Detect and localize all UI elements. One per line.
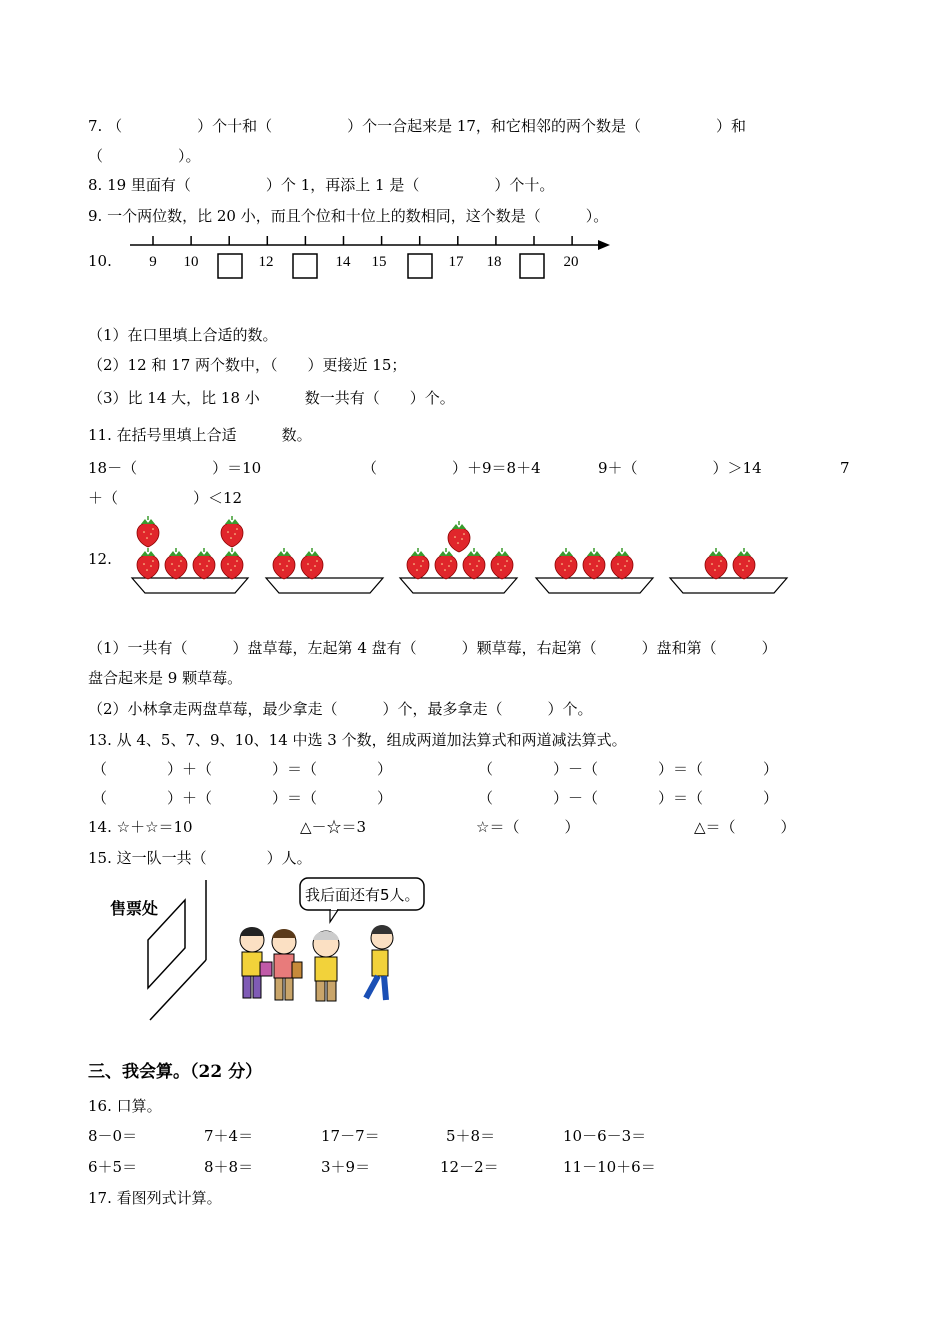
tick-label: 18 [486, 254, 502, 270]
q16-item: 8－0＝ [88, 1127, 138, 1145]
q16-item: 10－6－3＝ [563, 1127, 647, 1145]
tick-label: 20 [563, 254, 579, 270]
speech-text: 我后面还有5人。 [305, 886, 420, 904]
q16-item: 11－10＋6＝ [563, 1158, 656, 1176]
tick-label: 9 [149, 254, 157, 270]
q12-sub1b: 盘合起来是 9 颗草莓。 [88, 669, 243, 687]
tick-label: 10 [183, 254, 199, 270]
q13-add2: （ ）＋（ ）＝（ ） [92, 789, 393, 807]
q12-number: 12. [88, 550, 112, 568]
q11-expr2: （ ）＋9＝8＋4 [362, 459, 541, 477]
tick-label: 12 [258, 254, 274, 270]
q16-item: 6＋5＝ [88, 1158, 138, 1176]
q7-line2: （ ）。 [88, 147, 201, 165]
q14-c: ☆＝（ ） [476, 818, 580, 836]
q14-a: 14. ☆＋☆＝10 [88, 818, 193, 836]
q17-title: 17. 看图列式计算。 [88, 1189, 222, 1207]
q16-item: 12－2＝ [440, 1158, 499, 1176]
q11-expr4-end: ＋（ ）＜12 [88, 489, 243, 507]
q10-number: 10. [88, 252, 112, 270]
q12-sub1a: （1）一共有（ ）盘草莓，左起第 4 盘有（ ）颗草莓，右起第（ ）盘和第（ ） [88, 639, 777, 657]
q15-title: 15. 这一队一共（ ）人。 [88, 849, 312, 867]
q7-line1: 7. （ ）个十和（ ）个一合起来是 17，和它相邻的两个数是（ ）和 [88, 117, 746, 135]
child-figure [240, 927, 272, 998]
q13-sub1: （ ）－（ ）＝（ ） [478, 760, 779, 778]
child-figure [366, 925, 393, 1000]
q11-title: 11. 在括号里填上合适 数。 [88, 426, 312, 444]
q16-item: 3＋9＝ [321, 1158, 371, 1176]
q8-text: 8. 19 里面有（ ）个 1，再添上 1 是（ ）个十。 [88, 176, 555, 194]
tick-label: 14 [335, 254, 351, 270]
q9-text: 9. 一个两位数，比 20 小，而且个位和十位上的数相同，这个数是（ ）。 [88, 207, 609, 225]
q16-item: 5＋8＝ [446, 1127, 496, 1145]
q11-expr4-start: 7 [840, 459, 850, 477]
child-figure [313, 931, 339, 1001]
q10-sub2: （2）12 和 17 两个数中，（ ）更接近 15； [88, 356, 407, 374]
child-figure [272, 929, 302, 1000]
q16-title: 16. 口算。 [88, 1097, 162, 1115]
section-heading: 三、我会算。（22 分） [88, 1062, 263, 1082]
q16-item: 7＋4＝ [204, 1127, 254, 1145]
tick-label: 17 [448, 254, 464, 270]
q13-add1: （ ）＋（ ）＝（ ） [92, 760, 393, 778]
q10-sub1: （1）在口里填上合适的数。 [88, 326, 278, 344]
q13-title: 13. 从 4、5、7、9、10、14 中选 3 个数，组成两道加法算式和两道减法算式。 [88, 731, 627, 749]
q12-sub2: （2）小林拿走两盘草莓，最少拿走（ ）个，最多拿走（ ）个。 [88, 700, 593, 718]
q10-sub3: （3）比 14 大，比 18 小 数一共有（ ）个。 [88, 389, 455, 407]
q11-expr1: 18－（ ）＝10 [88, 459, 262, 477]
q16-item: 17－7＝ [321, 1127, 380, 1145]
q14-d: △＝（ ） [694, 818, 796, 836]
tick-label: 15 [371, 254, 387, 270]
q14-b: △－☆＝3 [300, 818, 367, 836]
ticket-office-sign: 售票处 [110, 899, 159, 918]
q11-expr3: 9＋（ ）＞14 [598, 459, 762, 477]
q13-sub2: （ ）－（ ）＝（ ） [478, 789, 779, 807]
q16-item: 8＋8＝ [204, 1158, 254, 1176]
